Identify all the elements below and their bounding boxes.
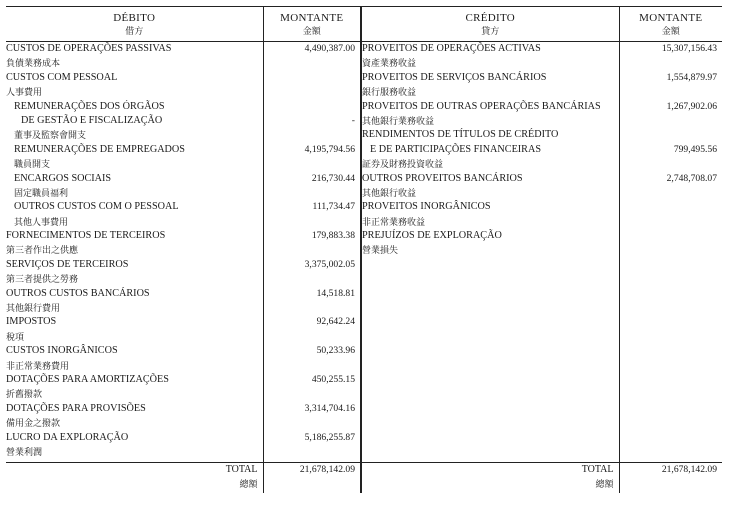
debit-total-label (6, 463, 263, 491)
debit-item-amount-spacer (264, 157, 361, 171)
debit-item-amount-spacer (264, 85, 361, 99)
credit-total-label-pt: TOTAL (581, 464, 614, 475)
debit-item-amount-spacer (264, 272, 361, 286)
debit-item-label-zh: 營業利潤 (6, 446, 43, 457)
credit-item-amount: 1,267,902.06 (666, 100, 717, 112)
credit-item-label: PREJUÍZOS DE EXPLORAÇÃO (362, 230, 502, 242)
debit-item-label: OUTROS CUSTOS COM O PESSOAL (14, 201, 179, 213)
credit-item-label: OUTROS PROVEITOS BANCÁRIOS (362, 172, 523, 184)
credit-total-label (362, 463, 619, 491)
credit-header-zh: 貸方 (481, 26, 500, 36)
credit-item-label: PROVEITOS DE OPERAÇÕES ACTIVAS (362, 43, 541, 54)
debit-item-label-zh: 董事及監察會開支 (14, 130, 87, 141)
credit-item-amount: 2,748,708.07 (666, 172, 717, 184)
debit-item-label-zh: 負債業務成本 (6, 58, 61, 69)
credit-item-label: RENDIMENTOS DE TÍTULOS DE CRÉDITO (362, 129, 559, 141)
credit-item-amount: 799,495.56 (673, 143, 717, 155)
credit-labels-column (361, 42, 619, 463)
credit-item-amount (620, 229, 723, 243)
credit-item-amount-spacer (620, 186, 723, 200)
credit-item-label: PROVEITOS DE SERVIÇOS BANCÁRIOS (362, 71, 547, 83)
debit-item-amount: 179,883.38 (311, 230, 355, 242)
debit-total-amount: 21,678,142.09 (299, 464, 355, 475)
debit-header-pt: DÉBITO (113, 12, 156, 24)
debit-item-label: IMPOSTOS (6, 316, 57, 328)
debit-item-amount-spacer (264, 416, 361, 430)
debit-item-label: REMUNERAÇÕES DE EMPREGADOS (14, 143, 185, 155)
body-row (6, 42, 722, 463)
credit-item-label-zh: 營業損失 (362, 245, 399, 256)
credit-item-label-zh: 銀行服務收益 (362, 87, 417, 98)
debit-item-amount-spacer (264, 445, 361, 459)
debit-item-amount: 5,186,255.87 (304, 431, 355, 443)
debit-item-amount: 3,314,704.16 (304, 402, 355, 414)
totals-row (6, 463, 722, 494)
debit-item-amount-spacer (264, 301, 361, 315)
credit-total-label-cell (361, 463, 619, 494)
debit-item-amount: 4,490,387.00 (304, 43, 355, 54)
debit-total-label-cell (6, 463, 263, 494)
credit-item-amount: 15,307,156.43 (661, 43, 717, 54)
debit-item-label: REMUNERAÇÕES DOS ÓRGÃOS (14, 100, 165, 112)
credit-item-label-zh: 資產業務收益 (362, 58, 417, 69)
debit-item-label-zh: 其他人事費用 (14, 216, 69, 227)
debit-item-label-zh: 固定職員福利 (14, 187, 69, 198)
credit-item-label-zh: 其他銀行收益 (362, 187, 417, 198)
debit-item-amount (264, 71, 361, 85)
credit-item-label-cont: E DE PARTICIPAÇÕES FINANCEIRAS (370, 143, 542, 155)
debit-item-label-zh: 其他銀行費用 (6, 303, 61, 314)
debit-amount-header-zh: 金額 (302, 26, 321, 36)
debit-item-label: DOTAÇÕES PARA AMORTIZAÇÕES (6, 373, 169, 385)
debit-item-label: CUSTOS DE OPERAÇÕES PASSIVAS (6, 43, 172, 54)
credit-amounts-column (619, 42, 722, 463)
debit-total-label-zh: 總額 (239, 479, 258, 489)
debit-total-label-pt: TOTAL (225, 464, 258, 475)
credit-item-amount: 1,554,879.97 (666, 71, 717, 83)
debit-item-label-zh: 人事費用 (6, 87, 43, 98)
debit-amounts-column (263, 42, 361, 463)
header-row (6, 7, 722, 42)
debit-item-label-zh: 第三者提供之勞務 (6, 274, 79, 285)
credit-amount-header (619, 7, 722, 42)
credit-item-label-zh: 其他銀行業務收益 (362, 115, 435, 126)
debit-item-amount: 216,730.44 (311, 172, 355, 184)
debit-item-amount: 92,642.24 (316, 316, 355, 328)
credit-item-amount-spacer (620, 215, 723, 229)
credit-item-label: PROVEITOS INORGÂNICOS (362, 201, 491, 213)
debit-item-amount-spacer (264, 186, 361, 200)
debit-item-amount-spacer (264, 330, 361, 344)
debit-item-label-zh: 稅項 (6, 331, 25, 342)
credit-total-amount-cell (619, 463, 722, 494)
credit-item-amount-spacer (620, 157, 723, 171)
credit-total-amount: 21,678,142.09 (661, 464, 717, 475)
debit-item-amount-spacer (264, 387, 361, 401)
debit-item-amount: 111,734.47 (312, 201, 355, 213)
debit-item-label: FORNECIMENTOS DE TERCEIROS (6, 230, 166, 242)
debit-item-amount-spacer (264, 243, 361, 257)
credit-item-amount (620, 128, 723, 142)
debit-item-label-cont: DE GESTÃO E FISCALIZAÇÃO (21, 114, 163, 126)
debit-item-amount-spacer (264, 128, 361, 142)
debit-item-label: OUTROS CUSTOS BANCÁRIOS (6, 287, 150, 299)
debit-item-label: CUSTOS INORGÂNICOS (6, 345, 118, 357)
debit-item-label-zh: 第三者作出之供應 (6, 245, 79, 256)
debit-item-label: ENCARGOS SOCIAIS (14, 172, 112, 184)
debit-amount-header-pt: MONTANTE (280, 12, 344, 24)
debit-item-amount: 3,375,002.05 (304, 258, 355, 270)
debit-item-label: SERVIÇOS DE TERCEIROS (6, 258, 129, 270)
debit-labels-column (6, 42, 263, 463)
debit-item-label: LUCRO DA EXPLORAÇÃO (6, 431, 129, 443)
debit-item-amount: 4,195,794.56 (304, 143, 355, 155)
credit-item-label-zh: 非正常業務收益 (362, 216, 426, 227)
debit-item-label-zh: 職員開支 (14, 159, 51, 170)
credit-item-amount (620, 200, 723, 214)
debit-item-amount: 14,518.81 (316, 287, 355, 299)
debit-amount-header (263, 7, 361, 42)
debit-item-amount-spacer (264, 56, 361, 70)
debit-header (6, 7, 263, 42)
credit-amount-header-pt: MONTANTE (639, 12, 703, 24)
credit-amount-header-zh: 金額 (661, 26, 680, 36)
debit-item-amount: - (351, 114, 355, 126)
debit-item-amount (264, 100, 361, 114)
debit-item-label: DOTAÇÕES PARA PROVISÕES (6, 402, 146, 414)
debit-item-label-zh: 非正常業務費用 (6, 360, 70, 371)
statement-table (6, 6, 722, 493)
profit-and-loss-statement (6, 6, 722, 502)
debit-header-zh: 借方 (125, 26, 144, 36)
debit-item-amount: 50,233.96 (316, 345, 355, 357)
credit-header (361, 7, 619, 42)
debit-item-amount: 450,255.15 (311, 373, 355, 385)
debit-total-amount-cell (263, 463, 361, 494)
credit-total-label-zh: 總額 (595, 479, 614, 489)
credit-header-pt: CRÉDITO (465, 12, 516, 24)
credit-item-amount-spacer (620, 85, 723, 99)
debit-item-amount-spacer (264, 359, 361, 373)
debit-item-label-zh: 折舊撥款 (6, 389, 43, 400)
credit-item-amount-spacer (620, 56, 723, 70)
credit-item-amount-spacer (620, 114, 723, 128)
debit-item-amount-spacer (264, 215, 361, 229)
credit-item-label-zh: 証券及財務投資收益 (362, 159, 444, 170)
debit-item-label-zh: 備用金之撥款 (6, 418, 61, 429)
credit-item-amount-spacer (620, 243, 723, 257)
credit-item-label: PROVEITOS DE OUTRAS OPERAÇÕES BANCÁRIAS (362, 100, 601, 112)
debit-item-label: CUSTOS COM PESSOAL (6, 71, 118, 83)
